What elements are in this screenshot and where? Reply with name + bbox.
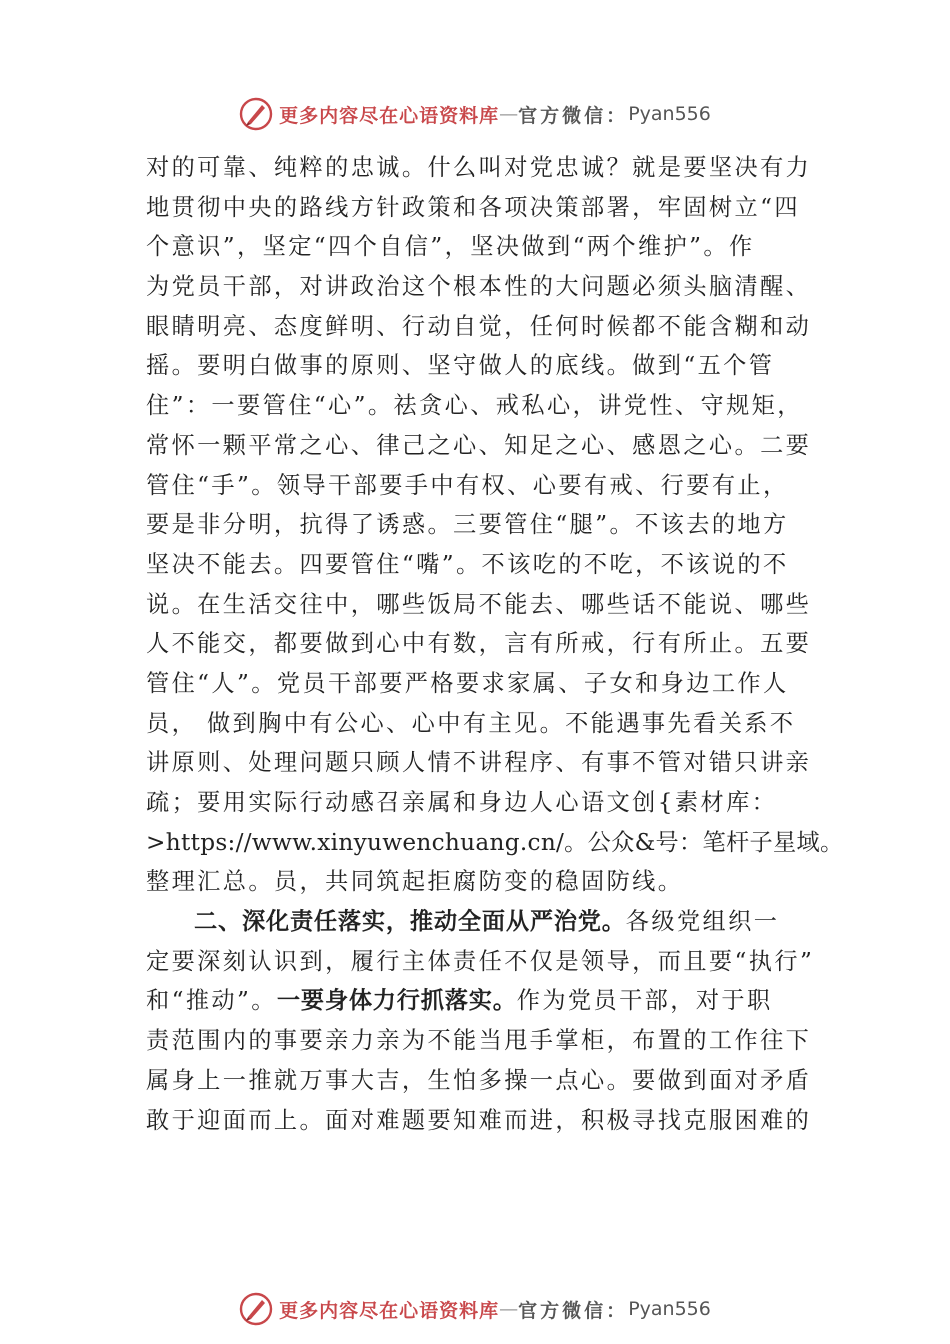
text-line: 要是非分明，抗得了诱惑。三要管住“腿”。不该去的地方 [146,511,789,539]
pen-logo-icon [239,1292,273,1326]
pen-logo-icon [239,97,273,131]
banner-dash: — [499,1298,519,1320]
banner-wechat-label: 官方微信： [518,1299,629,1322]
footer-watermark-banner [0,1287,950,1331]
text-line: 对的可靠、纯粹的忠诚。什么叫对党忠诚？就是要坚决有力 [146,154,812,181]
text-segment: 作为党员干部，对于职 [516,987,773,1015]
text-line: 敢于迎面而上。面对难题要知难而进，积极寻找克服困难的 [146,1106,812,1134]
section-heading: 二、深化责任落实，推动全面从严治党。 [194,908,626,936]
banner-slogan: 更多内容尽在心语资料库 [279,104,500,127]
text-line: 属身上一推就万事大吉，生怕多操一点心。要做到面对矛盾 [146,1066,812,1094]
banner-wechat-id: Pyan556 [628,103,711,125]
banner-wechat-label: 官方微信： [518,104,629,127]
text-line: 人不能交，都要做到心中有数，言有所戒，行有所止。五要 [146,630,812,658]
text-line: 管住“手”。领导干部要手中有权、心要有戒、行要有止， [146,471,789,499]
text-line: 责范围内的事要亲力亲为不能当甩手掌柜，布置的工作往下 [146,1027,812,1055]
text-line [146,981,836,1021]
section-heading-line [146,902,836,942]
text-line: 地贯彻中央的路线方针政策和各项决策部署，牢固树立“四 [146,193,800,221]
banner-dash: — [499,103,519,125]
text-line-url: >https://www.xinyuwenchuang.cn/。公众&号：笔杆子星域。 [146,828,844,856]
text-line: 定要深刻认识到，履行主体责任不仅是领导，而且要“执行” [146,947,815,975]
text-line: 摇。要明白做事的原则、坚守做人的底线。做到“五个管 [146,352,775,380]
text-line: 为党员干部，对讲政治这个根本性的大问题必须头脑清醒、 [146,273,812,301]
subheading: 一要身体力行抓落实。 [276,987,517,1015]
text-line: 疏；要用实际行动感召亲属和身边人心语文创{素材库： [146,789,778,816]
text-line: 常怀一颗平常之心、律己之心、知足之心、感恩之心。二要 [146,431,812,459]
text-line: 员， 做到胸中有公心、心中有主见。不能遇事先看关系不 [146,709,796,737]
text-line: 个意识”，坚定“四个自信”，坚决做到“两个维护”。作 [146,233,755,261]
header-watermark-banner [0,92,950,136]
text-line: 讲原则、处理问题只顾人情不讲程序、有事不管对错只讲亲 [146,749,812,777]
banner-wechat-id: Pyan556 [628,1298,711,1320]
text-segment: 和“推动”。 [146,987,277,1015]
text-line: 整理汇总。员，共同筑起拒腐防变的稳固防线。 [146,868,684,896]
text-line: 坚决不能去。四要管住“嘴”。不该吃的不吃，不该说的不 [146,550,789,578]
text-line: 眼睛明亮、态度鲜明、行动自觉，任何时候都不能含糊和动 [146,312,812,340]
text-line: 住”：一要管住“心”。祛贪心、戒私心，讲党性、守规矩， [146,392,803,420]
section-heading-tail: 各级党组织一 [625,908,780,936]
text-line: 管住“人”。党员干部要严格要求家属、子女和身边工作人 [146,669,789,697]
document-body [146,148,844,1140]
text-line: 说。在生活交往中，哪些饭局不能去、哪些话不能说、哪些 [146,590,812,618]
banner-slogan: 更多内容尽在心语资料库 [279,1299,500,1322]
